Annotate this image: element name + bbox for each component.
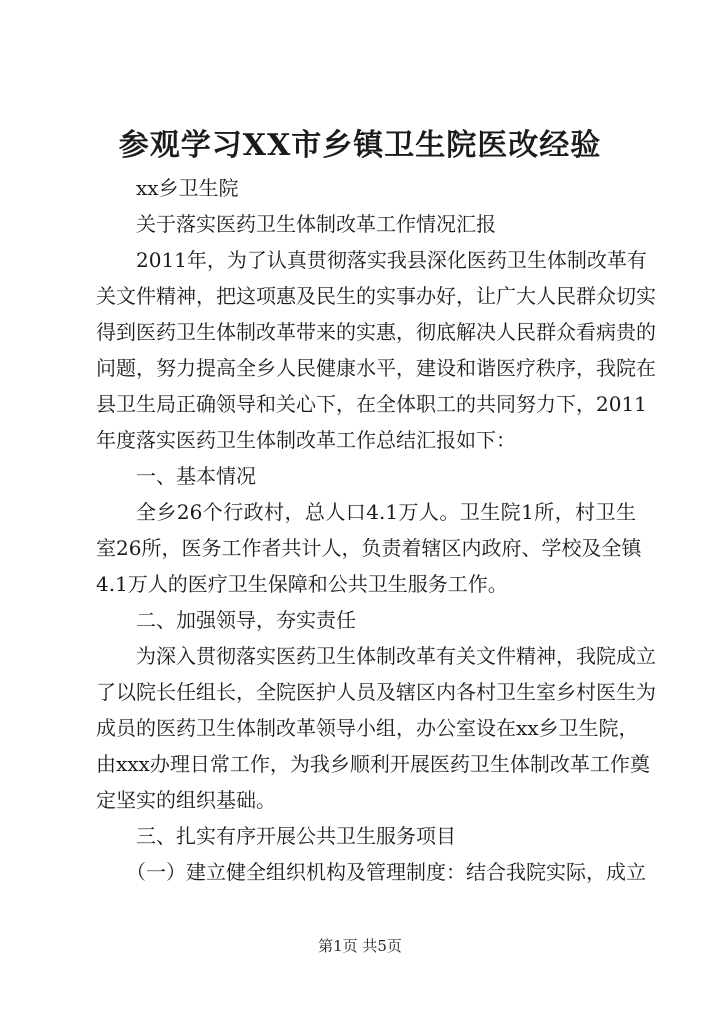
paragraph-line: 成员的医药卫生体制改革领导小组，办公室设在xx乡卫生院， bbox=[96, 716, 639, 740]
paragraph-line: 关文件精神，把这项惠及民生的实事办好，让广大人民群众切实 bbox=[96, 284, 656, 308]
paragraph-line: 2011年，为了认真贯彻落实我县深化医药卫生体制改革有 bbox=[136, 248, 647, 272]
document-title: 参观学习XX市乡镇卫生院医改经验 bbox=[118, 128, 602, 163]
paragraph-line: 为深入贯彻落实医药卫生体制改革有关文件精神，我院成立 bbox=[136, 644, 656, 668]
paragraph-line: 定坚实的组织基础。 bbox=[96, 788, 276, 812]
paragraph-line: 全乡26个行政村，总人口4.1万人。卫生院1所，村卫生 bbox=[136, 500, 636, 524]
paragraph-line: 了以院长任组长，全院医护人员及辖区内各村卫生室乡村医生为 bbox=[96, 680, 656, 704]
page-footer: 第1页 共5页 bbox=[318, 937, 402, 955]
paragraph-line: 由xxx办理日常工作，为我乡顺利开展医药卫生体制改革工作奠 bbox=[96, 752, 650, 776]
paragraph-line: （一）建立健全组织机构及管理制度：结合我院实际，成立 bbox=[126, 860, 646, 884]
paragraph-line: 4.1万人的医疗卫生保障和公共卫生服务工作。 bbox=[96, 572, 508, 596]
paragraph-line: 年度落实医药卫生体制改革工作总结汇报如下： bbox=[96, 428, 516, 452]
report-subtitle-line: 关于落实医药卫生体制改革工作情况汇报 bbox=[136, 212, 496, 236]
paragraph-line: 县卫生局正确领导和关心下，在全体职工的共同努力下，2011 bbox=[96, 392, 647, 416]
paragraph-line: 问题，努力提高全乡人民健康水平，建设和谐医疗秩序，我院在 bbox=[96, 356, 656, 380]
paragraph-line: 室26所，医务工作者共计人，负责着辖区内政府、学校及全镇 bbox=[96, 536, 642, 560]
section-heading: 三、扎实有序开展公共卫生服务项目 bbox=[136, 824, 456, 848]
paragraph-line: 得到医药卫生体制改革带来的实惠，彻底解决人民群众看病贵的 bbox=[96, 320, 656, 344]
section-heading: 一、基本情况 bbox=[136, 464, 256, 488]
org-name-line: xx乡卫生院 bbox=[136, 176, 239, 200]
section-heading: 二、加强领导，夯实责任 bbox=[136, 608, 356, 632]
document-body bbox=[96, 170, 656, 890]
